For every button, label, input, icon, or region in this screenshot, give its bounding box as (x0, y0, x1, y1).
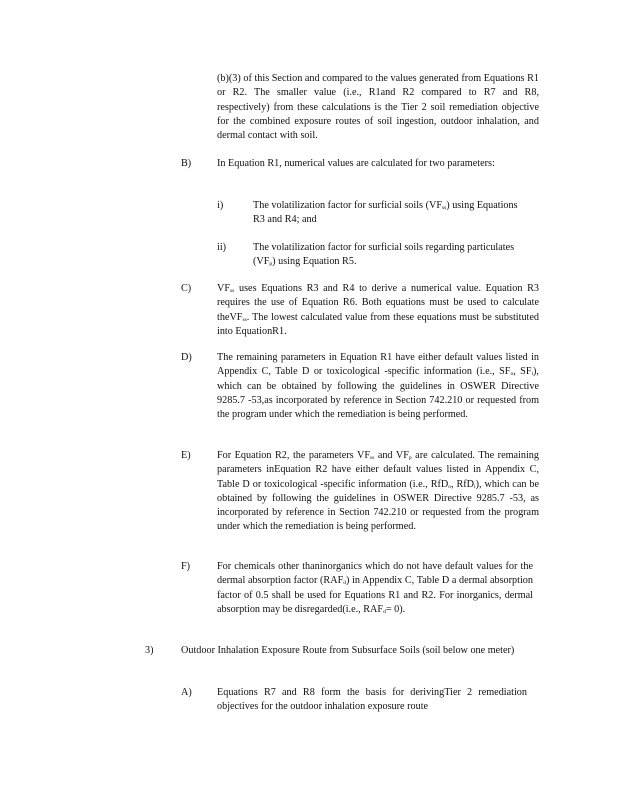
subitem-i-text: The volatilization factor for surficial soils $(VF_{ss})$ using Equations R3 and R4; and (253, 200, 518, 226)
subitem-ii-text: The volatilization factor for surficial soils regarding particulates $(VF_p)$ using Equation R5. (253, 242, 515, 268)
section-3-heading: Outdoor Inhalation Exposure Route from Subsurface Soils (soil below one meter) (181, 645, 515, 656)
item-label-c: C) (181, 283, 192, 294)
item-label-d: D) (181, 352, 192, 363)
item-b-text: In Equation R1, numerical values are calculated for two parameters: (217, 158, 495, 169)
subitem-label-i: i) (217, 200, 224, 211)
item-label-3a: A) (181, 687, 192, 698)
item-c-text: $VF_{ss}$ uses Equations R3 and R4 to derive a numerical value. Equation R3 requires the use of Equation R6. Both equations must be used to calculate theVF$_{ss}$. The lowest calculated value from these equations must be substituted into EquationR1. (217, 283, 540, 337)
item-3a-text: Equations R7 and R8 form the basis for derivingTier 2 remediation objectives for the outdoor inhalation exposure route (217, 687, 527, 713)
section-label-3: 3) (145, 645, 154, 656)
item-label-f: F) (181, 561, 191, 572)
item-label-b: B) (181, 158, 192, 169)
item-label-e: E) (181, 450, 191, 461)
item-f-text: For chemicals other thaninorganics which do not have default values for the dermal absorption factor $(RAF_d)$ in Appendix C, Table D a dermal absorption factor of 0.5 shall be used for Equations R1 and R2. For inorganics, dermal absorption may be disregarded(i.e., $RAF_d= 0$). (217, 561, 533, 615)
continuation-paragraph: (b)(3) of this Section and compared to the values generated from Equations R1 or R2. The smaller value (i.e., R1and R2 compared to R7 and R8, respectively) from these calculations is the Tier 2 soil remediation objective for the combined exposure routes of soil ingestion, outdoor inhalation, and dermal contact with soil. (217, 73, 539, 142)
item-d-text: The remaining parameters in Equation R1 have either default values listed in Appendix C, Table D or toxicological -specific information (i.e., $SF_o$, $SF_i$), which can be obtained by following the guidelines in OSWER Directive 9285.7 -53,as incorporated by reference in Section 742.210 or requested from the program under which the remediation is being performed. (217, 352, 539, 421)
item-e-text: For Equation R2, the parameters $VF_{ss}$ and $VF_p$ are calculated. The remaining parameters inEquation R2 have either default values listed in Appendix C, Table D or toxicological -specific information (i.e., RfD$_o$, RfD$_i$), which can be obtained by following the guidelines in OSWER Directive 9285.7 -53, as incorporated by reference in Section 742.210 or requested from the program under which the remediation is being performed. (217, 450, 540, 533)
subitem-label-ii: ii) (217, 242, 227, 253)
